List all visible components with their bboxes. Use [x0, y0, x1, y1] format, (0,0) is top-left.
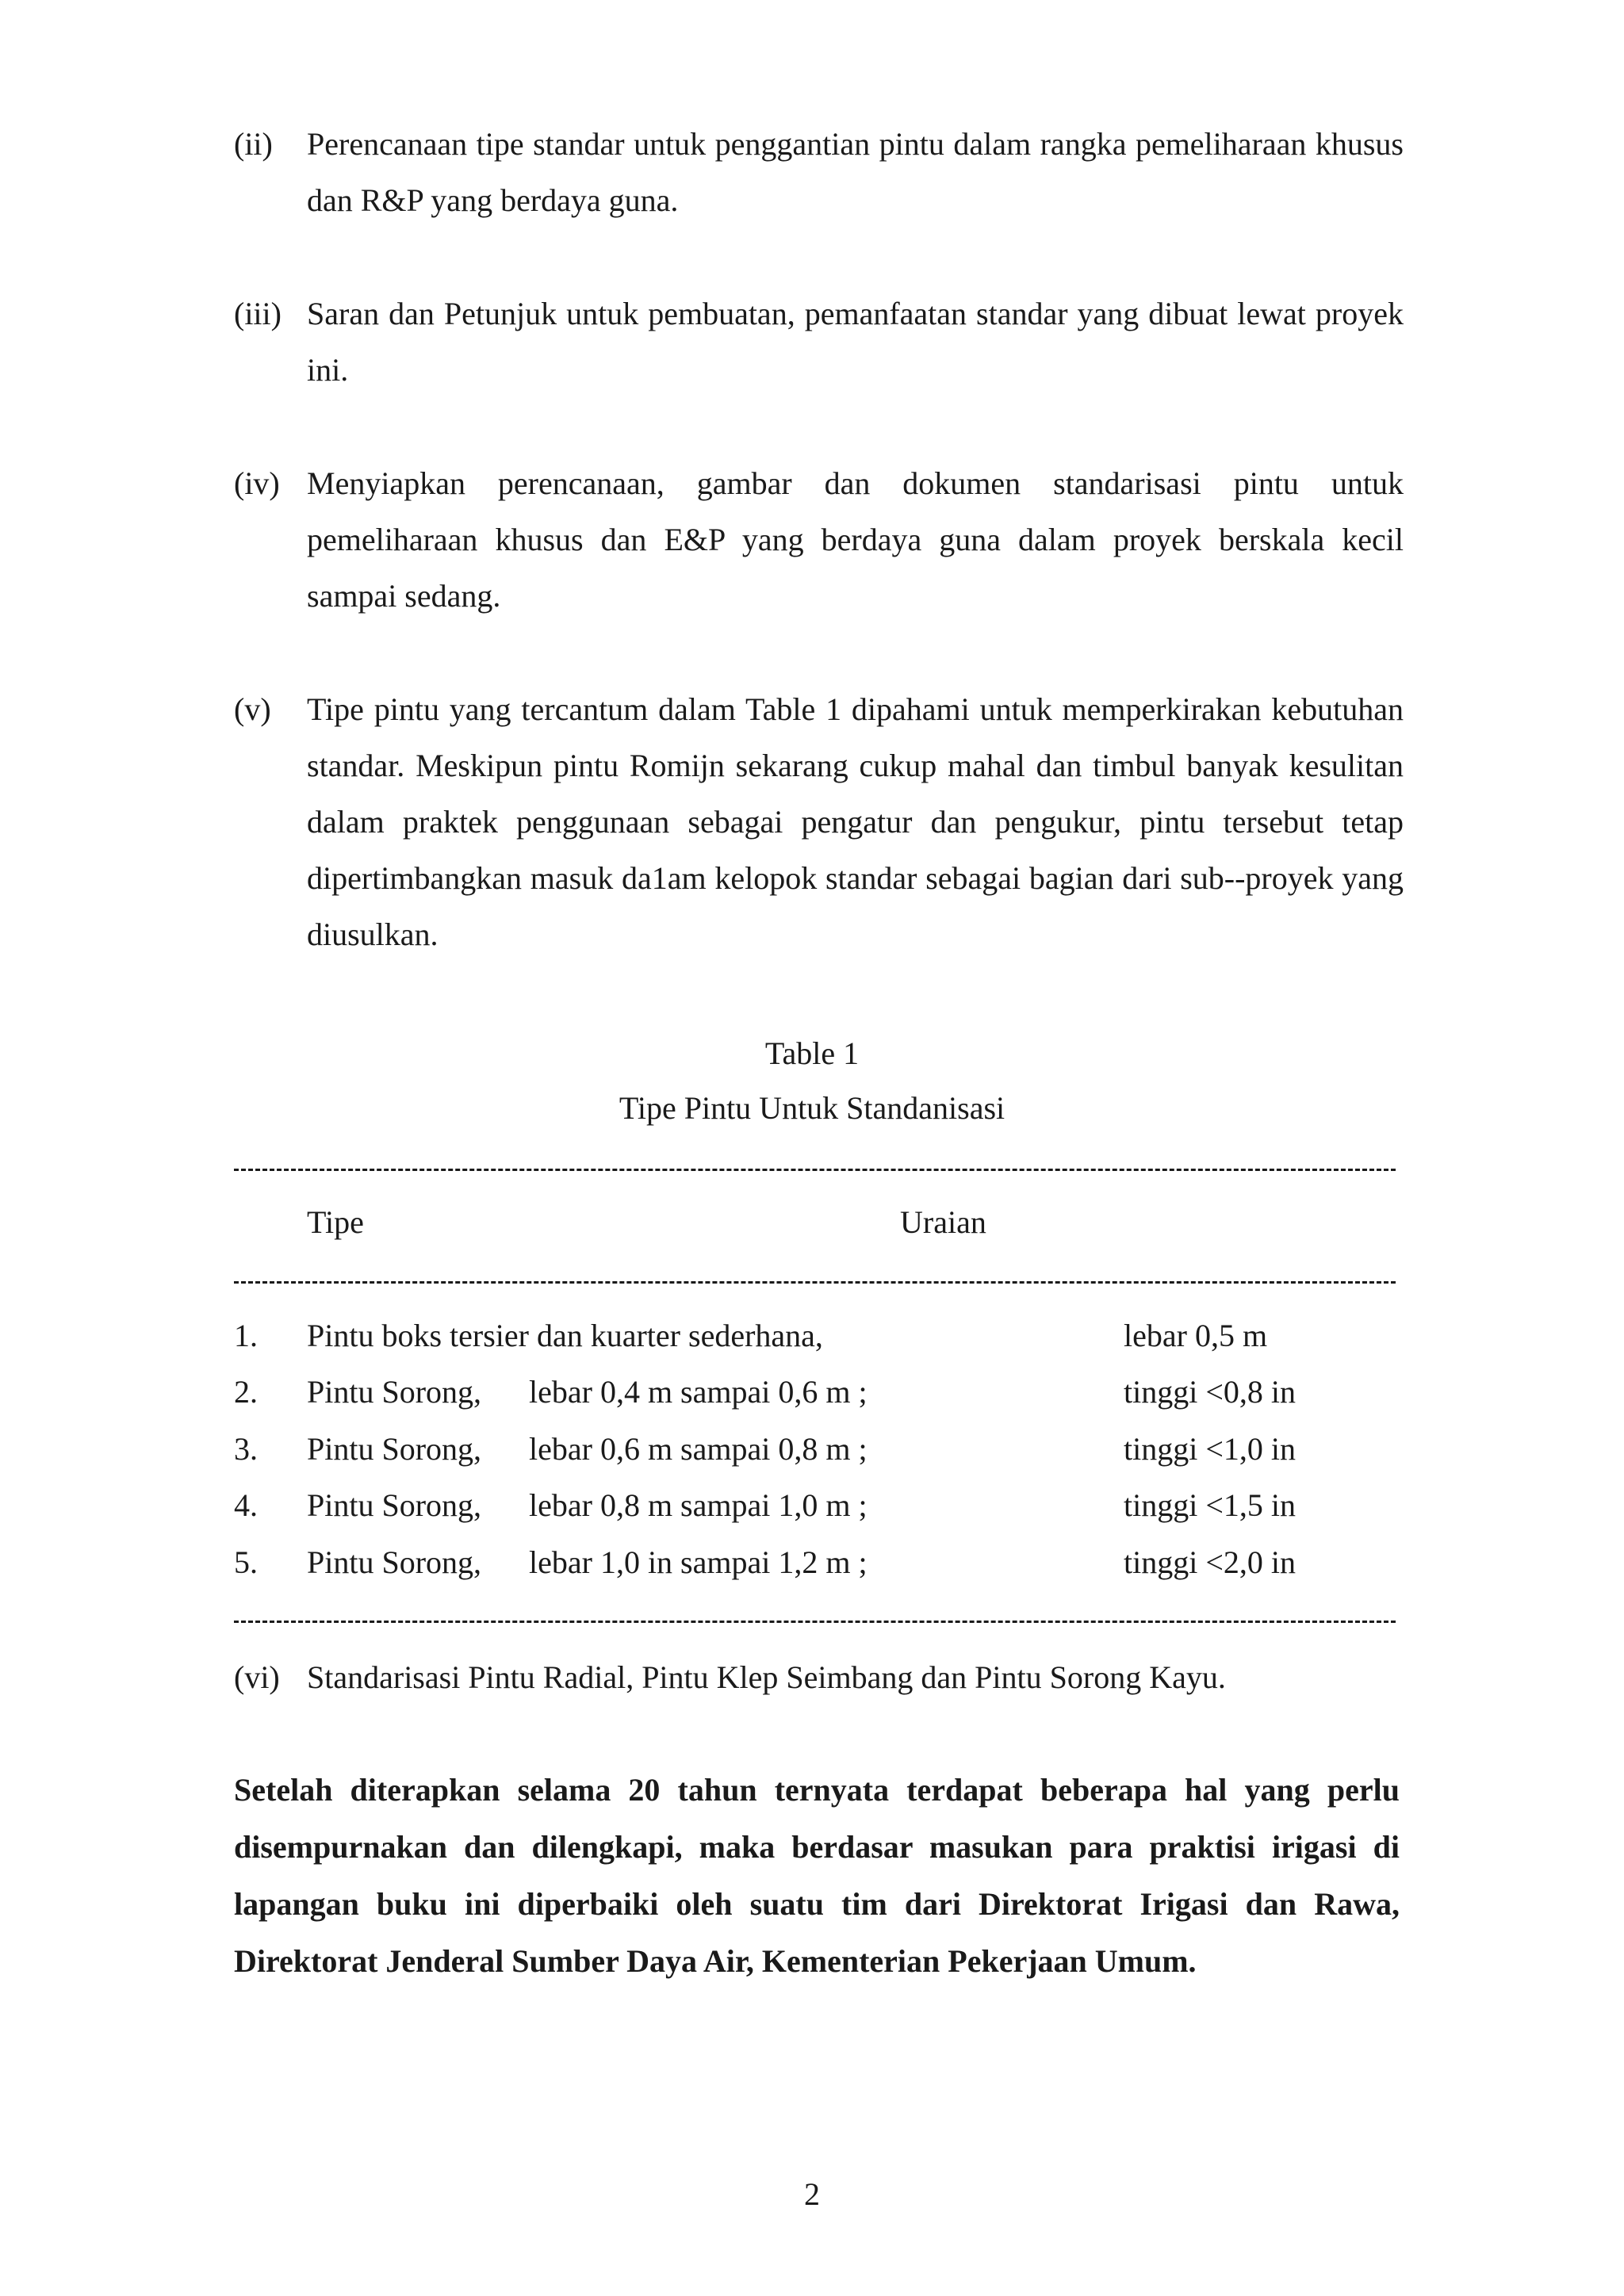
table-row — [234, 1425, 1408, 1473]
table-cell-dimensi: tinggi <1,0 in — [1124, 1431, 1297, 1467]
list-item-text: Perencanaan tipe standar untuk penggantian pintu dalam rangka pemeliharaan khusus dan R&P yang berdaya guna. — [307, 126, 1404, 218]
list-item-number: (iii) — [234, 296, 282, 331]
table-header-rule — [234, 1281, 1396, 1284]
list-item-text: Menyiapkan perencanaan, gambar dan dokumen standarisasi pintu untuk pemeliharaan khusus dan E&P yang berdaya guna dalam proyek berskala kecil sampai sedang. — [307, 465, 1404, 614]
table-cell-no: 1. — [234, 1318, 258, 1353]
list-item-text: Tipe pintu yang tercantum dalam Table 1 dipahami untuk memperkirakan kebutuhan standar. Meskipun pintu Romijn sekarang cukup mahal dan timbul banyak kesulitan dalam praktek penggunaan sebagai pengatur dan pengukur, pintu tersebut tetap dipertimbangkan masuk da1am kelopok standar sebagai bagian dari sub--proyek yang diusulkan. — [307, 691, 1404, 952]
table-row — [234, 1482, 1408, 1529]
table-cell-jenis: Pintu Sorong, — [307, 1431, 482, 1467]
closing-line: Setelah diterapkan selama 20 tahun ternyata terdapat beberapa hal yang perlu — [234, 1772, 1400, 1808]
list-item-number: (iv) — [234, 465, 280, 501]
table-cell-lebar: lebar 0,4 m sampai 0,6 m ; — [529, 1374, 868, 1410]
list-item-ii — [234, 116, 1404, 228]
list-item-number: (vi) — [234, 1659, 280, 1695]
table-cell-no: 3. — [234, 1431, 258, 1467]
table-cell-jenis: Pintu boks tersier dan kuarter sederhana, — [307, 1318, 823, 1353]
table-cell-no: 5. — [234, 1544, 258, 1580]
table-header-tipe: Tipe — [307, 1204, 364, 1240]
table-cell-dimensi: tinggi <2,0 in — [1124, 1544, 1297, 1580]
table-row — [234, 1312, 1408, 1360]
table-cell-dimensi: tinggi <1,5 in — [1124, 1487, 1297, 1523]
table-cell-lebar: lebar 1,0 in sampai 1,2 m ; — [529, 1544, 868, 1580]
table-cell-lebar: lebar 0,8 m sampai 1,0 m ; — [529, 1487, 868, 1523]
list-item-vi — [234, 1649, 1404, 1705]
list-item-iii — [234, 285, 1404, 398]
table-top-rule — [234, 1169, 1396, 1171]
closing-line: disempurnakan dan dilengkapi, maka berdasar masukan para praktisi irigasi di — [234, 1829, 1400, 1865]
closing-paragraph — [234, 1762, 1400, 1990]
table-cell-jenis: Pintu Sorong, — [307, 1487, 482, 1523]
table-caption: Table 1 — [764, 1035, 860, 1071]
table-row — [234, 1368, 1408, 1416]
page-number: 2 — [804, 2176, 820, 2212]
table-cell-no: 2. — [234, 1374, 258, 1410]
table-cell-dimensi: tinggi <0,8 in — [1124, 1374, 1297, 1410]
table-cell-dimensi: lebar 0,5 m — [1124, 1318, 1268, 1353]
list-item-number: (v) — [234, 691, 271, 727]
list-item-text: Standarisasi Pintu Radial, Pintu Klep Seimbang dan Pintu Sorong Kayu. — [307, 1659, 1226, 1695]
list-item-text: Saran dan Petunjuk untuk pembuatan, pemanfaatan standar yang dibuat lewat proyek ini. — [307, 296, 1404, 388]
table-header-uraian: Uraian — [900, 1204, 986, 1240]
table-cell-jenis: Pintu Sorong, — [307, 1544, 482, 1580]
list-item-number: (ii) — [234, 126, 273, 162]
table-row — [234, 1539, 1408, 1586]
table-cell-lebar: lebar 0,6 m sampai 0,8 m ; — [529, 1431, 868, 1467]
list-item-iv — [234, 455, 1404, 624]
table-title: Tipe Pintu Untuk Standanisasi — [619, 1090, 1005, 1126]
closing-line: Direktorat Jenderal Sumber Daya Air, Kementerian Pekerjaan Umum. — [234, 1943, 1197, 1979]
closing-line: lapangan buku ini diperbaiki oleh suatu tim dari Direktorat Irigasi dan Rawa, — [234, 1886, 1400, 1922]
list-item-v — [234, 681, 1404, 962]
table-header-row — [234, 1199, 1408, 1246]
table-bottom-rule — [234, 1621, 1396, 1623]
table-cell-jenis: Pintu Sorong, — [307, 1374, 482, 1410]
table-cell-no: 4. — [234, 1487, 258, 1523]
